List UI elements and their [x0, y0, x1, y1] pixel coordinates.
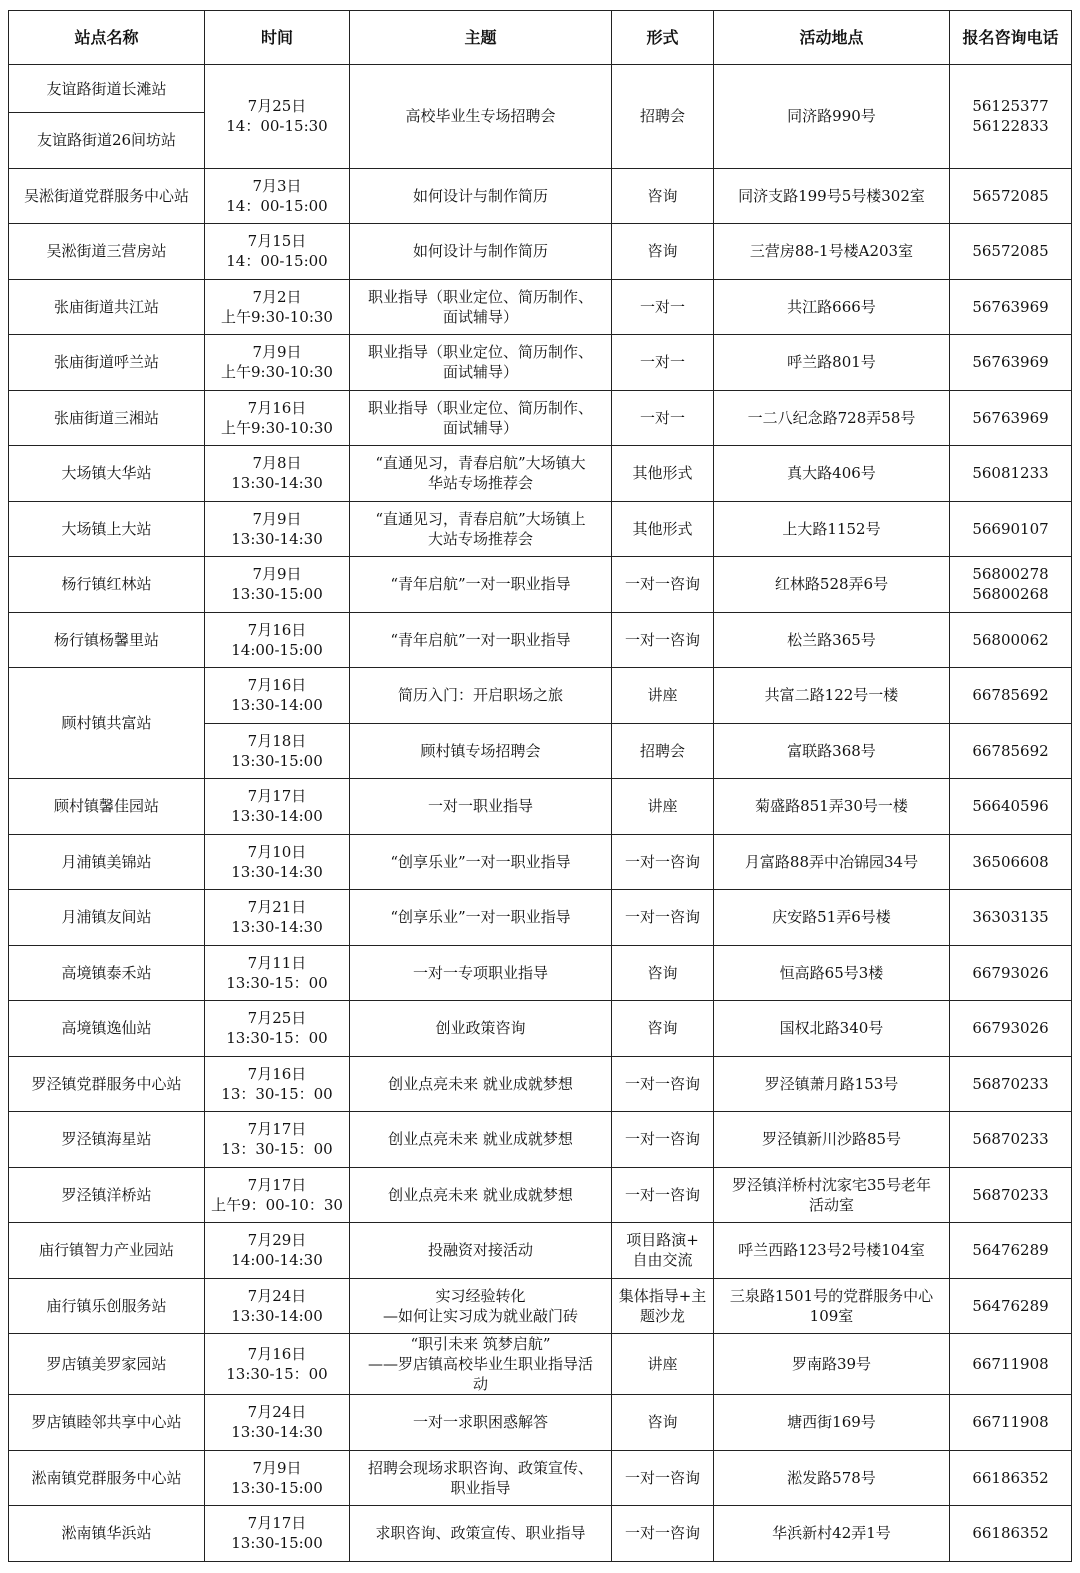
topic-cell: 如何设计与制作简历: [350, 168, 612, 224]
table-row: [9, 779, 1072, 835]
header-location: 活动地点: [714, 11, 950, 65]
phone-cell: 56640596: [950, 779, 1072, 835]
topic-cell: 求职咨询、政策宣传、职业指导: [350, 1506, 612, 1562]
location-cell: 恒高路65号3楼: [714, 945, 950, 1001]
table-row: [9, 168, 1072, 224]
topic-cell: “创享乐业”一对一职业指导: [350, 890, 612, 946]
site-cell: 庙行镇智力产业园站: [9, 1223, 205, 1279]
format-cell: 咨询: [612, 168, 714, 224]
table-row: [9, 390, 1072, 446]
time-cell: 7月17日 上午9：00-10：30: [205, 1167, 350, 1223]
table-row: [9, 668, 1072, 724]
phone-cell: 66793026: [950, 1001, 1072, 1057]
header-site-name: 站点名称: [9, 11, 205, 65]
format-cell: 一对一: [612, 335, 714, 391]
table-row: [9, 890, 1072, 946]
phone-cell: 56870233: [950, 1056, 1072, 1112]
phone-cell: 56572085: [950, 168, 1072, 224]
site-cell: 友谊路街道26间坊站: [9, 113, 205, 169]
time-cell: 7月17日 13:30-15:00: [205, 1506, 350, 1562]
topic-cell: 招聘会现场求职咨询、政策宣传、 职业指导: [350, 1450, 612, 1506]
format-cell: 招聘会: [612, 723, 714, 779]
time-cell: 7月16日 上午9:30-10:30: [205, 390, 350, 446]
site-cell: 顾村镇馨佳园站: [9, 779, 205, 835]
site-cell: 罗泾镇党群服务中心站: [9, 1056, 205, 1112]
location-cell: 罗泾镇洋桥村沈家宅35号老年 活动室: [714, 1167, 950, 1223]
table-row: [9, 446, 1072, 502]
topic-cell: 简历入门：开启职场之旅: [350, 668, 612, 724]
site-cell: 吴淞街道党群服务中心站: [9, 168, 205, 224]
table-row: [9, 1112, 1072, 1168]
time-cell: 7月29日 14:00-14:30: [205, 1223, 350, 1279]
format-cell: 咨询: [612, 945, 714, 1001]
time-cell: 7月17日 13：30-15：00: [205, 1112, 350, 1168]
time-cell: 7月11日 13:30-15：00: [205, 945, 350, 1001]
phone-cell: 66186352: [950, 1450, 1072, 1506]
table-row: [9, 1395, 1072, 1451]
format-cell: 一对一咨询: [612, 1112, 714, 1168]
location-cell: 三泉路1501号的党群服务中心 109室: [714, 1278, 950, 1334]
location-cell: 共富二路122号一楼: [714, 668, 950, 724]
time-cell: 7月10日 13:30-14:30: [205, 834, 350, 890]
header-phone: 报名咨询电话: [950, 11, 1072, 65]
time-cell: 7月16日 13:30-14:00: [205, 668, 350, 724]
location-cell: 呼兰西路123号2号楼104室: [714, 1223, 950, 1279]
topic-cell: 创业点亮未来 就业成就梦想: [350, 1056, 612, 1112]
time-cell: 7月16日 13：30-15：00: [205, 1056, 350, 1112]
phone-cell: 56763969: [950, 335, 1072, 391]
header-topic: 主题: [350, 11, 612, 65]
topic-cell: “创享乐业”一对一职业指导: [350, 834, 612, 890]
table-row: [9, 612, 1072, 668]
topic-cell: 投融资对接活动: [350, 1223, 612, 1279]
phone-cell: 56870233: [950, 1167, 1072, 1223]
table-row: [9, 1056, 1072, 1112]
format-cell: 集体指导+主 题沙龙: [612, 1278, 714, 1334]
location-cell: 共江路666号: [714, 279, 950, 335]
site-cell: 杨行镇杨馨里站: [9, 612, 205, 668]
site-cell: 顾村镇共富站: [9, 668, 205, 779]
site-cell: 罗泾镇海星站: [9, 1112, 205, 1168]
time-cell: 7月9日 13:30-15:00: [205, 557, 350, 613]
table-body: [9, 65, 1072, 1562]
time-cell: 7月21日 13:30-14:30: [205, 890, 350, 946]
phone-cell: 66186352: [950, 1506, 1072, 1562]
table-row: [9, 1506, 1072, 1562]
topic-cell: “直通见习，青春启航”大场镇大 华站专场推荐会: [350, 446, 612, 502]
time-cell: 7月24日 13:30-14:00: [205, 1278, 350, 1334]
header-row: [9, 11, 1072, 65]
time-cell: 7月25日 14：00-15:30: [205, 65, 350, 169]
site-cell: 罗店镇睦邻共享中心站: [9, 1395, 205, 1451]
location-cell: 塘西街169号: [714, 1395, 950, 1451]
phone-cell: 56870233: [950, 1112, 1072, 1168]
site-cell: 大场镇上大站: [9, 501, 205, 557]
site-cell: 罗泾镇洋桥站: [9, 1167, 205, 1223]
topic-cell: 职业指导（职业定位、简历制作、 面试辅导）: [350, 335, 612, 391]
phone-cell: 56800062: [950, 612, 1072, 668]
location-cell: 呼兰路801号: [714, 335, 950, 391]
time-cell: 7月8日 13:30-14:30: [205, 446, 350, 502]
time-cell: 7月16日 13:30-15：00: [205, 1334, 350, 1395]
table-row: [9, 65, 1072, 113]
phone-cell: 66793026: [950, 945, 1072, 1001]
site-cell: 张庙街道共江站: [9, 279, 205, 335]
table-row: [9, 1167, 1072, 1223]
phone-cell: 56476289: [950, 1278, 1072, 1334]
header-format: 形式: [612, 11, 714, 65]
table-row: [9, 1334, 1072, 1395]
format-cell: 讲座: [612, 779, 714, 835]
location-cell: 三营房88-1号楼A203室: [714, 224, 950, 280]
site-cell: 高境镇泰禾站: [9, 945, 205, 1001]
phone-cell: 56763969: [950, 390, 1072, 446]
phone-cell: 36506608: [950, 834, 1072, 890]
table-row: [9, 501, 1072, 557]
phone-cell: 66785692: [950, 723, 1072, 779]
topic-cell: 如何设计与制作简历: [350, 224, 612, 280]
site-cell: 杨行镇红林站: [9, 557, 205, 613]
site-cell: 友谊路街道长滩站: [9, 65, 205, 113]
topic-cell: 创业点亮未来 就业成就梦想: [350, 1167, 612, 1223]
format-cell: 一对一: [612, 390, 714, 446]
location-cell: 同济路990号: [714, 65, 950, 169]
phone-cell: 56690107: [950, 501, 1072, 557]
time-cell: 7月16日 14:00-15:00: [205, 612, 350, 668]
format-cell: 其他形式: [612, 501, 714, 557]
time-cell: 7月3日 14：00-15:00: [205, 168, 350, 224]
site-cell: 张庙街道三湘站: [9, 390, 205, 446]
table-row: [9, 557, 1072, 613]
phone-cell: 66785692: [950, 668, 1072, 724]
phone-cell: 56081233: [950, 446, 1072, 502]
activity-schedule-table: [8, 10, 1072, 1562]
phone-cell: 36303135: [950, 890, 1072, 946]
format-cell: 讲座: [612, 1334, 714, 1395]
format-cell: 一对一咨询: [612, 1167, 714, 1223]
phone-cell: 66711908: [950, 1395, 1072, 1451]
location-cell: 罗泾镇萧月路153号: [714, 1056, 950, 1112]
time-cell: 7月9日 上午9:30-10:30: [205, 335, 350, 391]
site-cell: 大场镇大华站: [9, 446, 205, 502]
site-cell: 高境镇逸仙站: [9, 1001, 205, 1057]
format-cell: 一对一: [612, 279, 714, 335]
topic-cell: 创业点亮未来 就业成就梦想: [350, 1112, 612, 1168]
format-cell: 招聘会: [612, 65, 714, 169]
time-cell: 7月9日 13:30-15:00: [205, 1450, 350, 1506]
time-cell: 7月18日 13:30-15:00: [205, 723, 350, 779]
location-cell: 上大路1152号: [714, 501, 950, 557]
site-cell: 月浦镇友间站: [9, 890, 205, 946]
table-row: [9, 1278, 1072, 1334]
location-cell: 菊盛路851弄30号一楼: [714, 779, 950, 835]
topic-cell: “青年启航”一对一职业指导: [350, 612, 612, 668]
location-cell: 红林路528弄6号: [714, 557, 950, 613]
phone-cell: 56125377 56122833: [950, 65, 1072, 169]
format-cell: 咨询: [612, 224, 714, 280]
format-cell: 其他形式: [612, 446, 714, 502]
location-cell: 庆安路51弄6号楼: [714, 890, 950, 946]
topic-cell: 高校毕业生专场招聘会: [350, 65, 612, 169]
topic-cell: 顾村镇专场招聘会: [350, 723, 612, 779]
location-cell: 国权北路340号: [714, 1001, 950, 1057]
site-cell: 月浦镇美锦站: [9, 834, 205, 890]
site-cell: 淞南镇华浜站: [9, 1506, 205, 1562]
location-cell: 罗泾镇新川沙路85号: [714, 1112, 950, 1168]
site-cell: 吴淞街道三营房站: [9, 224, 205, 280]
topic-cell: 一对一职业指导: [350, 779, 612, 835]
site-cell: 淞南镇党群服务中心站: [9, 1450, 205, 1506]
format-cell: 一对一咨询: [612, 1506, 714, 1562]
phone-cell: 56763969: [950, 279, 1072, 335]
format-cell: 讲座: [612, 668, 714, 724]
time-cell: 7月15日 14：00-15:00: [205, 224, 350, 280]
phone-cell: 56476289: [950, 1223, 1072, 1279]
location-cell: 华浜新村42弄1号: [714, 1506, 950, 1562]
topic-cell: 一对一专项职业指导: [350, 945, 612, 1001]
format-cell: 一对一咨询: [612, 890, 714, 946]
phone-cell: 56572085: [950, 224, 1072, 280]
table-row: [9, 945, 1072, 1001]
location-cell: 富联路368号: [714, 723, 950, 779]
location-cell: 真大路406号: [714, 446, 950, 502]
format-cell: 项目路演+ 自由交流: [612, 1223, 714, 1279]
table-row: [9, 279, 1072, 335]
topic-cell: 职业指导（职业定位、简历制作、 面试辅导）: [350, 390, 612, 446]
topic-cell: “职引未来 筑梦启航” ——罗店镇高校毕业生职业指导活 动: [350, 1334, 612, 1395]
topic-cell: “青年启航”一对一职业指导: [350, 557, 612, 613]
table-row: [9, 224, 1072, 280]
table-row: [9, 834, 1072, 890]
site-cell: 庙行镇乐创服务站: [9, 1278, 205, 1334]
time-cell: 7月25日 13:30-15：00: [205, 1001, 350, 1057]
time-cell: 7月17日 13:30-14:00: [205, 779, 350, 835]
topic-cell: 职业指导（职业定位、简历制作、 面试辅导）: [350, 279, 612, 335]
format-cell: 一对一咨询: [612, 557, 714, 613]
time-cell: 7月2日 上午9:30-10:30: [205, 279, 350, 335]
phone-cell: 56800278 56800268: [950, 557, 1072, 613]
location-cell: 一二八纪念路728弄58号: [714, 390, 950, 446]
header-time: 时间: [205, 11, 350, 65]
format-cell: 咨询: [612, 1001, 714, 1057]
format-cell: 咨询: [612, 1395, 714, 1451]
format-cell: 一对一咨询: [612, 1056, 714, 1112]
format-cell: 一对一咨询: [612, 834, 714, 890]
format-cell: 一对一咨询: [612, 1450, 714, 1506]
location-cell: 月富路88弄中冶锦园34号: [714, 834, 950, 890]
location-cell: 松兰路365号: [714, 612, 950, 668]
topic-cell: “直通见习，青春启航”大场镇上 大站专场推荐会: [350, 501, 612, 557]
table-row: [9, 335, 1072, 391]
table-row: [9, 1001, 1072, 1057]
table-row: [9, 1450, 1072, 1506]
site-cell: 罗店镇美罗家园站: [9, 1334, 205, 1395]
site-cell: 张庙街道呼兰站: [9, 335, 205, 391]
location-cell: 罗南路39号: [714, 1334, 950, 1395]
topic-cell: 实习经验转化 —如何让实习成为就业敲门砖: [350, 1278, 612, 1334]
table-row: [9, 1223, 1072, 1279]
time-cell: 7月9日 13:30-14:30: [205, 501, 350, 557]
format-cell: 一对一咨询: [612, 612, 714, 668]
topic-cell: 一对一求职困惑解答: [350, 1395, 612, 1451]
topic-cell: 创业政策咨询: [350, 1001, 612, 1057]
time-cell: 7月24日 13:30-14:30: [205, 1395, 350, 1451]
location-cell: 同济支路199号5号楼302室: [714, 168, 950, 224]
location-cell: 淞发路578号: [714, 1450, 950, 1506]
phone-cell: 66711908: [950, 1334, 1072, 1395]
